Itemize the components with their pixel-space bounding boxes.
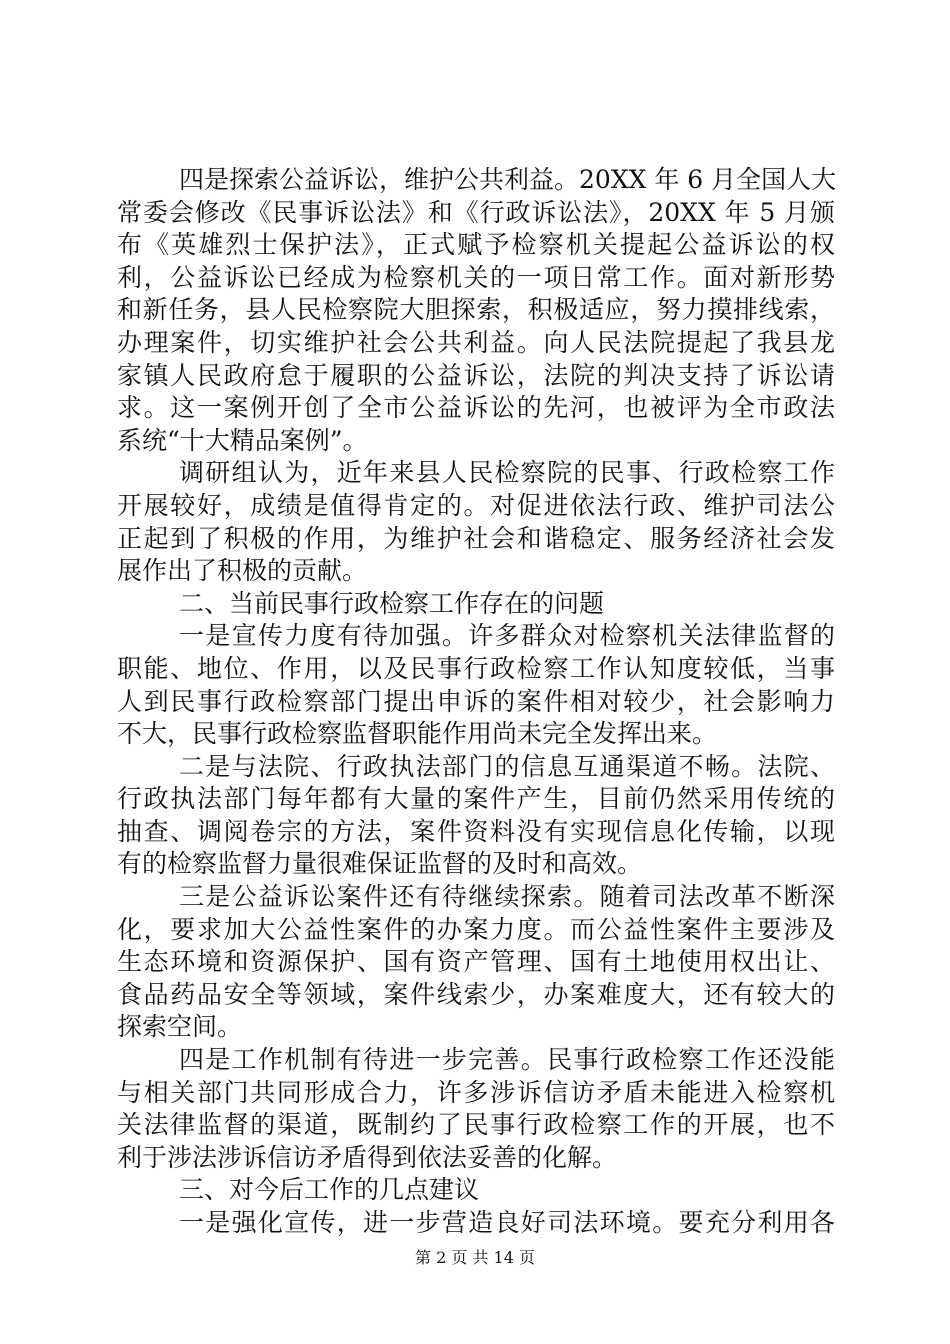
text-line: 生态环境和资源保护、国有资产管理、国有土地使用权出让、 — [117, 947, 835, 977]
text-line: 常委会修改《民事诉讼法》和《行政诉讼法》，20XX 年 5 月颁 — [117, 197, 835, 227]
text-line: 四是探索公益诉讼，维护公共利益。20XX 年 6 月全国人大 — [179, 165, 837, 194]
text-line: 人到民事行政检察部门提出申诉的案件相对较少，社会影响力 — [117, 686, 835, 716]
text-line: 有的检察监督力量很难保证监督的及时和高效。 — [117, 849, 643, 879]
text-line: 调研组认为，近年来县人民检察院的民事、行政检察工作 — [179, 458, 835, 488]
section-heading: 三、对今后工作的几点建议 — [179, 1175, 480, 1205]
text-line: 抽查、调阅卷宗的方法，案件资料没有实现信息化传输，以现 — [117, 816, 835, 846]
text-line: 利，公益诉讼已经成为检察机关的一项日常工作。面对新形势 — [117, 262, 835, 292]
text-line: 不大，民事行政检察监督职能作用尚未完全发挥出来。 — [117, 719, 718, 749]
text-line: 利于涉法涉诉信访矛盾得到依法妥善的化解。 — [117, 1142, 618, 1172]
text-line: 一是宣传力度有待加强。许多群众对检察机关法律监督的 — [179, 621, 835, 651]
text-line: 行政执法部门每年都有大量的案件产生，目前仍然采用传统的 — [117, 784, 835, 814]
text-line: 与相关部门共同形成合力，许多涉诉信访矛盾未能进入检察机 — [117, 1077, 835, 1107]
text-line: 化，要求加大公益性案件的办案力度。而公益性案件主要涉及 — [117, 914, 835, 944]
text-line: 正起到了积极的作用，为维护社会和谐稳定、服务经济社会发 — [117, 523, 835, 553]
text-line: 一是强化宣传，进一步营造良好司法环境。要充分利用各 — [179, 1208, 835, 1237]
text-line: 关法律监督的渠道，既制约了民事行政检察工作的开展，也不 — [117, 1110, 835, 1140]
text-line: 职能、地位、作用，以及民事行政检察工作认知度较低，当事 — [117, 653, 835, 683]
page-number-footer: 第 2 页 共 14 页 — [415, 1248, 535, 1267]
text-line: 四是工作机制有待进一步完善。民事行政检察工作还没能 — [179, 1045, 835, 1075]
text-line: 展作出了积极的贡献。 — [117, 556, 368, 586]
text-line: 探索空间。 — [117, 1012, 243, 1042]
text-line: 办理案件，切实维护社会公共利益。向人民法院提起了我县龙 — [117, 327, 835, 357]
section-heading: 二、当前民事行政检察工作存在的问题 — [179, 588, 605, 618]
text-line: 二是与法院、行政执法部门的信息互通渠道不畅。法院、 — [179, 751, 835, 781]
text-line: 家镇人民政府怠于履职的公益诉讼，法院的判决支持了诉讼请 — [117, 360, 835, 390]
text-line: 系统“十大精品案例”。 — [117, 425, 368, 455]
text-line: 食品药品安全等领域，案件线索少，办案难度大，还有较大的 — [117, 979, 835, 1009]
document-body — [117, 164, 835, 1240]
text-line: 开展较好，成绩是值得肯定的。对促进依法行政、维护司法公 — [117, 490, 835, 520]
text-line: 求。这一案例开创了全市公益诉讼的先河，也被评为全市政法 — [117, 393, 835, 423]
text-line: 布《英雄烈士保护法》，正式赋予检察机关提起公益诉讼的权 — [117, 230, 835, 260]
text-line: 三是公益诉讼案件还有待继续探索。随着司法改革不断深 — [179, 882, 835, 912]
text-line: 和新任务，县人民检察院大胆探索，积极适应，努力摸排线索， — [117, 295, 835, 325]
